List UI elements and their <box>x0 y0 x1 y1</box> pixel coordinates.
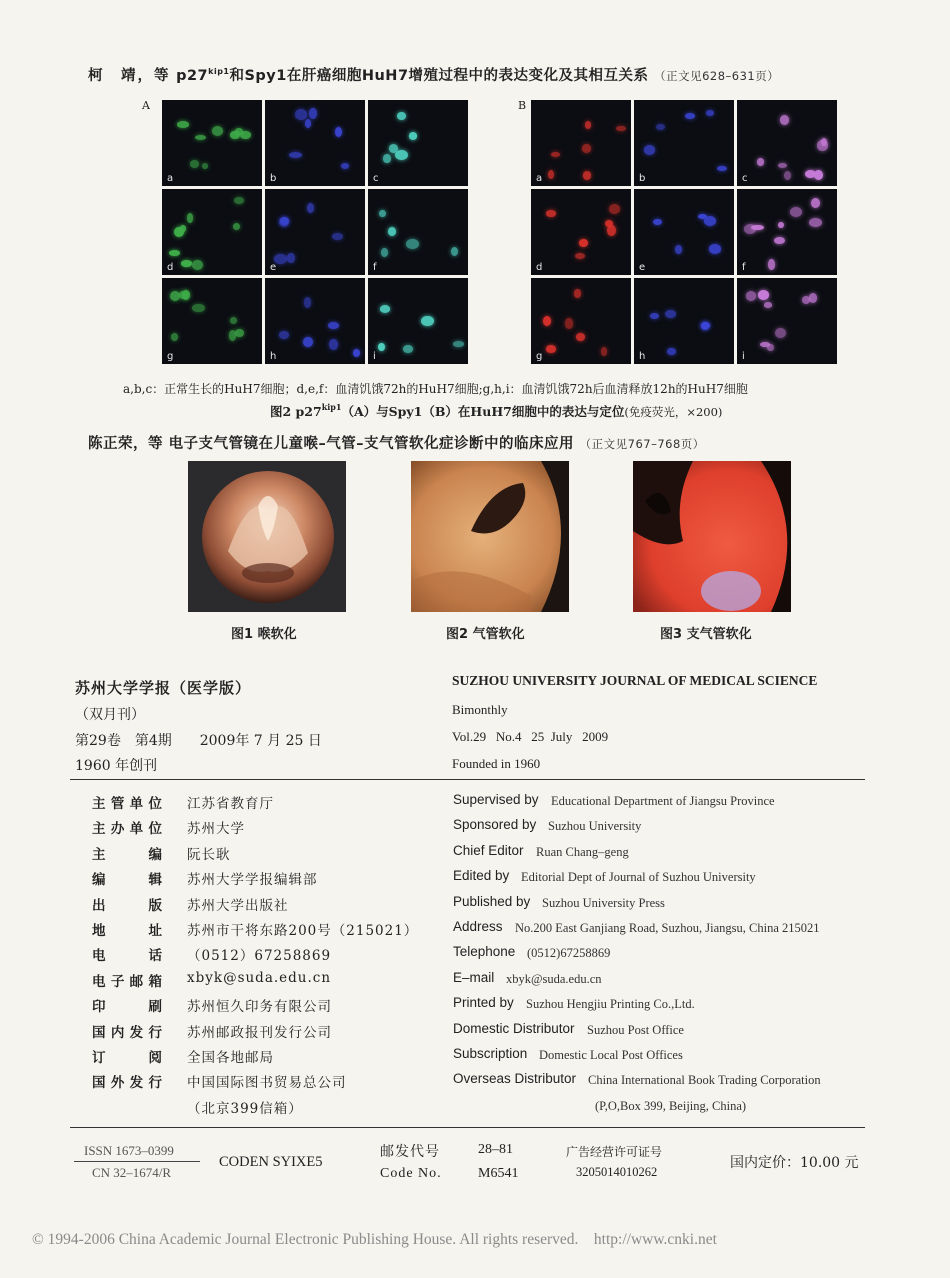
post-code-label: 邮发代号 <box>380 1144 440 1160</box>
copyright-notice: © 1994-2006 China Academic Journal Electronic Publishing House. All rights reserved. http://www.cnki.net <box>32 1231 717 1248</box>
cell-nucleus <box>230 131 240 140</box>
info-value: 苏州恒久印务有限公司 <box>187 999 332 1016</box>
figure-legend: a,b,c：正常生长的HuH7细胞；d,e,f：血清饥饿72h的HuH7细胞;g,h,i：血清饥饿72h后血清释放12h的HuH7细胞 <box>123 382 748 396</box>
panel-letter: d <box>536 262 543 273</box>
info-row <box>92 995 892 1015</box>
cell-nucleus <box>453 341 464 346</box>
panel-letter: i <box>373 351 376 362</box>
price: 国内定价：10.00 元 <box>730 1155 859 1171</box>
info-value-en: Domestic Local Post Offices <box>539 1048 683 1062</box>
info-row <box>92 792 892 812</box>
cell-nucleus <box>397 112 406 120</box>
cell-nucleus <box>403 345 413 353</box>
info-key: 主办单位 <box>92 821 162 838</box>
info-key-en: Published by <box>453 893 531 909</box>
info-key: 地址 <box>92 923 162 939</box>
cell-nucleus <box>667 348 675 355</box>
cell-nucleus <box>565 318 573 329</box>
cell-nucleus <box>675 245 682 255</box>
cell-nucleus <box>548 170 554 179</box>
info-value-en: No.200 East Ganjiang Road, Suzhou, Jiangsu, China 215021 <box>515 921 820 935</box>
cell-nucleus <box>332 233 343 240</box>
info-value: （0512）67258869 <box>187 948 332 965</box>
cell-nucleus <box>381 248 388 257</box>
ad-license-label: 广告经营许可证号 <box>566 1145 663 1159</box>
journal-frequency-cn: （双月刊） <box>75 707 145 723</box>
cell-nucleus <box>551 152 560 157</box>
overseas-po-box-en: (P,O,Box 399, Beijing, China) <box>595 1099 747 1113</box>
footer-rule <box>70 1127 865 1128</box>
cell-nucleus <box>235 329 244 337</box>
micrograph-panel <box>634 100 734 186</box>
micrograph-panel <box>265 189 365 275</box>
cell-nucleus <box>790 207 802 217</box>
cell-nucleus <box>757 158 765 166</box>
micrograph-panel <box>368 189 468 275</box>
article2-author: 陈正荣，等 <box>88 436 163 452</box>
cell-nucleus <box>717 166 727 171</box>
article2-heading <box>88 432 705 453</box>
journal-title-en: SUZHOU UNIVERSITY JOURNAL OF MEDICAL SCIENCE <box>452 673 818 688</box>
info-key-en: Supervised by <box>453 792 539 807</box>
cell-nucleus <box>574 289 580 297</box>
photo-laryngomalacia <box>188 461 346 612</box>
cell-nucleus <box>653 219 662 225</box>
photo-caption-1: 图1 喉软化 <box>231 627 297 642</box>
cell-nucleus <box>583 171 591 179</box>
info-key-en: Chief Editor <box>453 842 524 858</box>
info-key-en: Overseas Distributor <box>453 1071 577 1087</box>
cell-nucleus <box>579 239 588 247</box>
cell-nucleus <box>335 127 342 137</box>
micrograph-panel <box>368 278 468 364</box>
cell-nucleus <box>809 293 818 303</box>
cell-nucleus <box>289 152 302 158</box>
cell-nucleus <box>378 343 385 351</box>
info-value-en: Editorial Dept of Journal of Suzhou University <box>521 870 756 885</box>
info-row <box>92 817 892 837</box>
cell-nucleus <box>543 316 551 326</box>
article1-pages: （正文见628–631页） <box>654 69 780 83</box>
info-value: 苏州邮政报刊发行公司 <box>187 1024 332 1041</box>
cell-nucleus <box>212 126 224 137</box>
cell-nucleus <box>240 131 251 140</box>
cell-nucleus <box>180 225 186 232</box>
info-value-en: Ruan Chang–geng <box>536 844 629 859</box>
micrograph-panel <box>162 189 262 275</box>
cell-nucleus <box>305 119 312 128</box>
post-code: 28–81 <box>478 1142 513 1157</box>
cell-nucleus <box>784 171 791 180</box>
cell-nucleus <box>802 296 810 304</box>
figure-grid-b <box>531 100 837 364</box>
photo-tracheomalacia <box>411 461 569 612</box>
cell-nucleus <box>758 290 769 300</box>
micrograph-panel <box>634 189 734 275</box>
article1-title-sup: kip1 <box>208 67 230 76</box>
info-key: 订阅 <box>92 1050 162 1066</box>
micrograph-panel <box>737 100 837 186</box>
info-value: 苏州大学出版社 <box>187 897 289 914</box>
journal-issue-en: Vol.29 No.4 25 July 2009 <box>452 729 609 744</box>
info-row <box>92 919 892 939</box>
info-value: 苏州大学 <box>187 821 245 838</box>
cell-nucleus <box>190 160 199 169</box>
cell-nucleus <box>229 330 237 341</box>
info-value: 中国国际图书贸易总公司 <box>187 1075 347 1092</box>
cell-nucleus <box>379 210 386 217</box>
cell-nucleus <box>202 163 208 168</box>
cell-nucleus <box>329 339 338 350</box>
info-key: 主管单位 <box>92 796 162 812</box>
panel-letter: b <box>270 173 277 184</box>
panel-letter: a <box>536 173 543 184</box>
panel-letter: g <box>536 351 543 362</box>
panel-letter: i <box>742 351 745 362</box>
panel-letter: h <box>270 351 277 362</box>
micrograph-panel <box>531 189 631 275</box>
cell-nucleus <box>295 109 307 120</box>
cn-number: CN 32–1674/R <box>92 1165 172 1180</box>
code-no: M6541 <box>478 1166 519 1181</box>
masthead-rule <box>70 779 865 780</box>
panel-letter: c <box>373 173 379 184</box>
journal-title-cn: 苏州大学学报（医学版） <box>75 679 252 697</box>
info-value: 全国各地邮局 <box>187 1050 274 1066</box>
info-value-en: Suzhou University Press <box>542 895 665 910</box>
cell-nucleus <box>195 135 206 140</box>
issn: ISSN 1673–0399 <box>84 1143 174 1158</box>
cell-nucleus <box>328 322 339 328</box>
article1-title-post: 和Spy1在肝癌细胞HuH7增殖过程中的表达变化及其相互关系 <box>229 68 649 84</box>
article2-title: 电子支气管镜在儿童喉–气管–支气管软化症诊断中的临床应用 <box>168 436 575 452</box>
panel-letter: a <box>167 173 174 184</box>
cell-nucleus <box>187 213 194 223</box>
info-key-en: Sponsored by <box>453 817 537 833</box>
cell-nucleus <box>192 304 204 312</box>
cell-nucleus <box>406 239 419 250</box>
figure2-title-sup: kip1 <box>321 402 342 412</box>
micrograph-panel <box>737 278 837 364</box>
cell-nucleus <box>616 126 625 132</box>
info-key: 印刷 <box>92 999 162 1016</box>
cell-nucleus <box>546 345 556 352</box>
cell-nucleus <box>546 210 557 217</box>
cell-nucleus <box>809 218 822 227</box>
panel-b-label: B <box>518 99 527 112</box>
info-value-en: China International Book Trading Corporation <box>588 1073 821 1088</box>
micrograph-panel <box>531 100 631 186</box>
info-key: 电子邮箱 <box>92 973 162 990</box>
panel-letter: e <box>639 262 646 273</box>
cell-nucleus <box>177 121 189 128</box>
cell-nucleus <box>451 247 458 256</box>
article1-title-pre: p27 <box>176 68 209 84</box>
cell-nucleus <box>280 217 289 225</box>
cell-nucleus <box>307 203 314 214</box>
info-key-en: Telephone <box>453 944 516 960</box>
info-row <box>92 1021 892 1041</box>
info-value-en: (0512)67258869 <box>527 946 611 961</box>
info-key-en: Edited by <box>453 868 510 884</box>
photo-caption-2: 图2 气管软化 <box>446 627 525 642</box>
cell-nucleus <box>644 145 655 155</box>
panel-letter: f <box>373 262 377 273</box>
photo-caption-3: 图3 支气管软化 <box>660 627 752 642</box>
info-row <box>92 843 892 863</box>
info-value: 阮长耿 <box>187 846 231 863</box>
cell-nucleus <box>287 253 294 262</box>
issn-divider <box>74 1161 200 1162</box>
figure-grid-a <box>162 100 468 364</box>
cell-nucleus <box>309 108 316 119</box>
cell-nucleus <box>234 197 244 204</box>
cell-nucleus <box>817 140 828 151</box>
cell-nucleus <box>764 302 772 307</box>
panel-letter: g <box>167 351 174 362</box>
cell-nucleus <box>709 244 721 254</box>
info-key: 国外发行 <box>92 1075 162 1092</box>
cell-nucleus <box>575 253 586 259</box>
info-row <box>92 1046 892 1066</box>
panel-letter: d <box>167 262 174 273</box>
panel-letter: c <box>742 173 748 184</box>
article2-pages: （正文见767–768页） <box>579 437 705 451</box>
figure2-title-note: (免疫荧光，×200) <box>624 405 723 419</box>
journal-frequency-en: Bimonthly <box>452 702 508 717</box>
journal-founded-cn: 1960 年创刊 <box>75 758 158 774</box>
cell-nucleus <box>169 250 180 256</box>
cell-nucleus <box>388 227 396 236</box>
panel-letter: f <box>742 262 746 273</box>
info-row <box>92 944 892 964</box>
cell-nucleus <box>609 204 620 214</box>
journal-issue-cn: 第29卷 第4期 2009年 7 月 25 日 <box>75 733 322 749</box>
cell-nucleus <box>274 254 286 265</box>
info-value-en: Educational Department of Jiangsu Province <box>551 794 775 808</box>
photo-bronchomalacia <box>633 461 791 612</box>
info-row <box>92 1071 892 1091</box>
cell-nucleus <box>601 347 608 356</box>
cell-nucleus <box>607 225 616 236</box>
info-value: 江苏省教育厅 <box>187 796 274 812</box>
info-key: 主编 <box>92 846 162 863</box>
cell-nucleus <box>304 297 311 308</box>
cell-nucleus <box>656 124 665 130</box>
cell-nucleus <box>778 222 784 229</box>
article1-heading <box>88 64 779 85</box>
info-key: 国内发行 <box>92 1024 162 1041</box>
cell-nucleus <box>706 110 714 116</box>
info-key-en: Subscription <box>453 1046 528 1061</box>
figure2-title-post: （A）与Spy1（B）在HuH7细胞中的表达与定位 <box>341 404 625 419</box>
cell-nucleus <box>685 113 695 119</box>
cell-nucleus <box>746 291 757 301</box>
cell-nucleus <box>768 259 775 269</box>
micrograph-panel <box>737 189 837 275</box>
info-value-en: xbyk@suda.edu.cn <box>506 971 602 986</box>
cell-nucleus <box>778 163 787 168</box>
panel-letter: e <box>270 262 277 273</box>
cell-nucleus <box>230 317 237 324</box>
cell-nucleus <box>780 115 789 125</box>
cell-nucleus <box>665 310 677 318</box>
coden: CODEN SYIXE5 <box>219 1154 323 1170</box>
micrograph-panel <box>162 100 262 186</box>
cell-nucleus <box>751 225 764 231</box>
cell-nucleus <box>341 163 349 169</box>
info-value: 苏州市干将东路200号（215021） <box>187 923 419 939</box>
cell-nucleus <box>233 223 240 230</box>
cell-nucleus <box>380 305 390 313</box>
cell-nucleus <box>576 333 585 341</box>
figure2-title-pre: 图2 p27 <box>270 404 322 419</box>
cell-nucleus <box>279 331 289 339</box>
info-key-en: Domestic Distributor <box>453 1020 575 1036</box>
cell-nucleus <box>182 290 190 300</box>
micrograph-panel <box>634 278 734 364</box>
cell-nucleus <box>192 260 203 271</box>
micrograph-panel <box>531 278 631 364</box>
info-key: 编辑 <box>92 872 162 889</box>
cell-nucleus <box>409 132 417 139</box>
overseas-po-box-cn: （北京399信箱） <box>187 1101 303 1117</box>
article1-author: 柯 靖，等 <box>88 68 171 84</box>
info-key-en: Printed by <box>453 995 514 1011</box>
info-value-en: Suzhou Hengjiu Printing Co.,Ltd. <box>526 997 695 1012</box>
cell-nucleus <box>303 337 313 348</box>
cell-nucleus <box>767 344 773 351</box>
cell-nucleus <box>171 333 178 341</box>
cell-nucleus <box>650 313 659 319</box>
cell-nucleus <box>353 349 360 357</box>
info-key: 电话 <box>92 948 162 965</box>
cell-nucleus <box>582 144 591 152</box>
info-value: xbyk@suda.edu.cn <box>187 969 332 986</box>
cell-nucleus <box>585 121 591 129</box>
ad-license-number: 3205014010262 <box>576 1165 658 1179</box>
figure2-title <box>270 402 722 420</box>
info-key-en: Address <box>453 919 503 934</box>
cell-nucleus <box>701 322 708 330</box>
panel-a-label: A <box>142 99 150 112</box>
micrograph-panel <box>162 278 262 364</box>
info-row <box>92 868 892 888</box>
info-key-en: E–mail <box>453 969 495 985</box>
cell-nucleus <box>775 328 786 338</box>
cell-nucleus <box>774 237 785 244</box>
cell-nucleus <box>181 260 191 266</box>
info-row <box>92 970 892 990</box>
info-value: 苏州大学学报编辑部 <box>187 872 318 889</box>
journal-founded-en: Founded in 1960 <box>452 756 541 771</box>
info-value-en: Suzhou University <box>548 819 642 834</box>
micrograph-panel <box>368 100 468 186</box>
info-value-en: Suzhou Post Office <box>587 1022 684 1037</box>
code-no-label: Code No. <box>380 1166 442 1181</box>
cell-nucleus <box>395 150 408 160</box>
info-row <box>92 894 892 914</box>
cell-nucleus <box>811 198 820 208</box>
panel-letter: h <box>639 351 646 362</box>
micrograph-panel <box>265 278 365 364</box>
cell-nucleus <box>383 154 390 163</box>
cell-nucleus <box>805 170 816 178</box>
info-key: 出版 <box>92 897 162 914</box>
cell-nucleus <box>421 316 434 327</box>
panel-letter: b <box>639 173 646 184</box>
micrograph-panel <box>265 100 365 186</box>
